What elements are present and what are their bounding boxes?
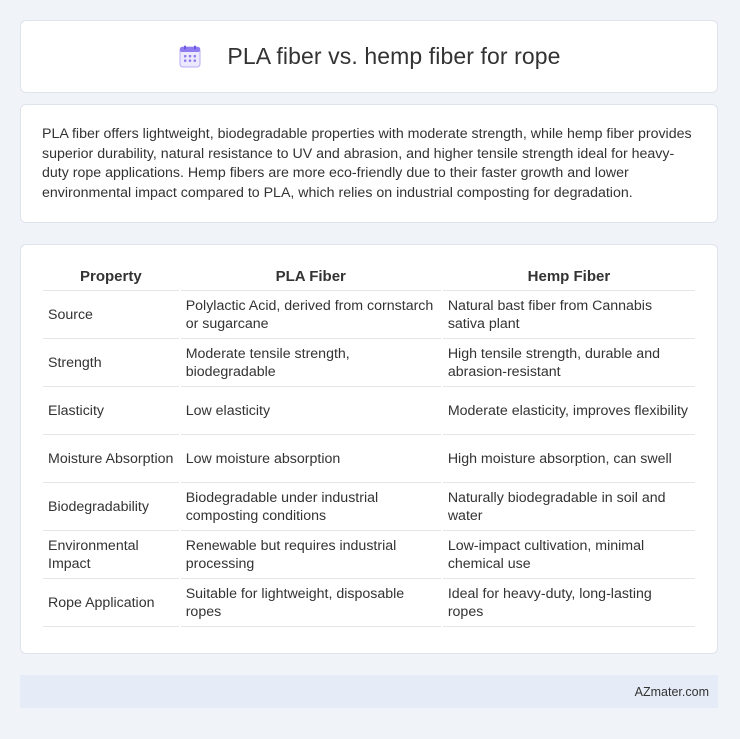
pla-cell: Polylactic Acid, derived from cornstarch or sugarcane [181, 291, 441, 339]
hemp-cell: Ideal for heavy-duty, long-lasting ropes [443, 579, 695, 627]
property-cell: Biodegradability [43, 483, 179, 531]
footer-brand-link[interactable]: AZmater.com [634, 684, 709, 699]
hemp-cell: Moderate elasticity, improves flexibility [443, 387, 695, 435]
pla-cell: Low elasticity [181, 387, 441, 435]
table-row [43, 291, 695, 339]
page-title: PLA fiber vs. hemp fiber for rope [227, 43, 561, 69]
hemp-cell: High moisture absorption, can swell [443, 435, 695, 483]
table-row [43, 339, 695, 387]
table-row [43, 435, 695, 483]
header-pla-fiber: PLA Fiber [181, 263, 441, 291]
property-cell: Elasticity [43, 387, 179, 435]
table-row [43, 387, 695, 435]
hemp-cell: Low-impact cultivation, minimal chemical use [443, 531, 695, 579]
title-card [20, 20, 718, 93]
pla-cell: Low moisture absorption [181, 435, 441, 483]
pla-cell: Suitable for lightweight, disposable ropes [181, 579, 441, 627]
comparison-table [41, 263, 697, 627]
table-row [43, 483, 695, 531]
calendar-grid-icon [177, 45, 203, 69]
table-header-row [43, 263, 695, 291]
property-cell: Rope Application [43, 579, 179, 627]
comparison-table-card [20, 244, 718, 654]
property-cell: Environmental Impact [43, 531, 179, 579]
pla-cell: Biodegradable under industrial composting conditions [181, 483, 441, 531]
pla-cell: Moderate tensile strength, biodegradable [181, 339, 441, 387]
hemp-cell: High tensile strength, durable and abrasion-resistant [443, 339, 695, 387]
footer-bar [20, 675, 718, 708]
table-row [43, 531, 695, 579]
table-row [43, 579, 695, 627]
property-cell: Strength [43, 339, 179, 387]
property-cell: Moisture Absorption [43, 435, 179, 483]
summary-paragraph: PLA fiber offers lightweight, biodegradable properties with moderate strength, while hemp fiber provides superior durability, natural resistance to UV and abrasion, and higher tensile strength ideal for heavy-duty rope applications. Hemp fibers are more eco-friendly due to their faster growth and lower environmental impact compared to PLA, which relies on industrial composting for degradation. [42, 126, 692, 201]
pla-cell: Renewable but requires industrial processing [181, 531, 441, 579]
property-cell: Source [43, 291, 179, 339]
summary-card [20, 104, 718, 223]
header-hemp-fiber: Hemp Fiber [443, 263, 695, 291]
header-property: Property [43, 263, 179, 291]
hemp-cell: Naturally biodegradable in soil and water [443, 483, 695, 531]
hemp-cell: Natural bast fiber from Cannabis sativa plant [443, 291, 695, 339]
